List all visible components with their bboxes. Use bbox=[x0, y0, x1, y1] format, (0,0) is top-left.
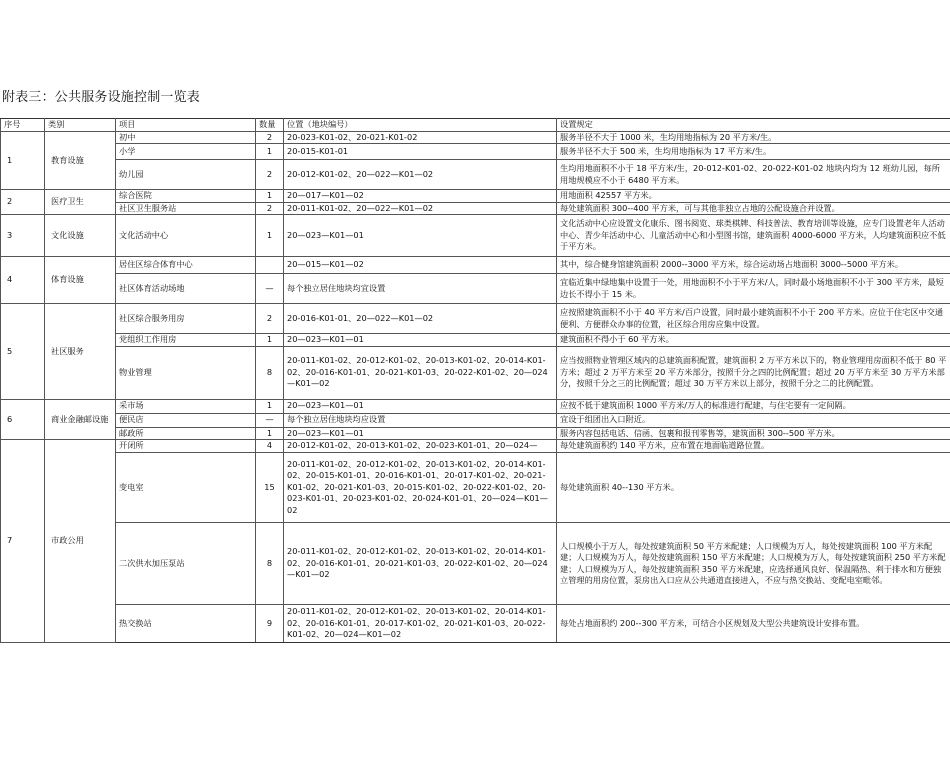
item-name: 党组织工作用房 bbox=[116, 334, 256, 347]
table-row bbox=[1, 131, 950, 144]
group-category: 医疗卫生 bbox=[45, 190, 116, 215]
item-rule: 应按照建筑面积不小于 40 平方米/百户设置，同时最小建筑面积不小于 200 平方米。应位于住宅区中交通便利、方便群众办事的位置，社区综合用房应集中设置。 bbox=[557, 304, 950, 334]
group-seq: 4 bbox=[1, 257, 45, 304]
item-location: 20—017—K01—02 bbox=[284, 190, 557, 203]
table-header-row bbox=[1, 119, 950, 132]
item-name: 小学 bbox=[116, 144, 256, 160]
group-seq: 7 bbox=[1, 440, 45, 643]
item-location: 20-011-K01-02、20-012-K01-02、20-013-K01-02、20-014-K01-02、20-016-K01-01、20-017-K01-02、20-021-K01-03、20-022-K01-02、20—024—K01—02 bbox=[284, 605, 557, 643]
item-rule: 每处建筑面积 300--400 平方米，可与其他非独立占地的公配设施合并设置。 bbox=[557, 202, 950, 215]
item-name: 幼儿园 bbox=[116, 160, 256, 190]
item-qty: — bbox=[256, 413, 284, 427]
item-name: 开闭所 bbox=[116, 440, 256, 453]
item-qty: 4 bbox=[256, 440, 284, 453]
item-qty: 2 bbox=[256, 202, 284, 215]
item-qty: 1 bbox=[256, 190, 284, 203]
table-row bbox=[1, 453, 950, 523]
item-name: 便民店 bbox=[116, 413, 256, 427]
item-qty: 2 bbox=[256, 131, 284, 144]
table-row bbox=[1, 257, 950, 274]
header-item: 项目 bbox=[116, 119, 256, 132]
item-rule: 每处占地面积约 200--300 平方米，可结合小区规划及大型公共建筑设计安排布置。 bbox=[557, 605, 950, 643]
table-row bbox=[1, 440, 950, 453]
item-location: 每个独立居住地块均宜设置 bbox=[284, 274, 557, 304]
item-rule: 服务半径不大于 500 米，生均用地指标为 17 平方米/生。 bbox=[557, 144, 950, 160]
group-seq: 2 bbox=[1, 190, 45, 215]
group-category: 教育设施 bbox=[45, 131, 116, 190]
item-location: 20-016-K01-01、20—022—K01—02 bbox=[284, 304, 557, 334]
item-rule: 用地面积 42557 平方米。 bbox=[557, 190, 950, 203]
item-rule: 服务内容包括电话、信函、包裹和报刊零售等，建筑面积 300--500 平方米。 bbox=[557, 427, 950, 440]
item-location: 20-015-K01-01 bbox=[284, 144, 557, 160]
table-row bbox=[1, 304, 950, 334]
item-qty: 2 bbox=[256, 160, 284, 190]
item-qty: 1 bbox=[256, 427, 284, 440]
item-name: 文化活动中心 bbox=[116, 215, 256, 257]
item-location: 20-012-K01-02、20—022—K01—02 bbox=[284, 160, 557, 190]
item-location: 20-011-K01-02、20-012-K01-02、20-013-K01-02、20-014-K01-02、20-015-K01-01、20-016-K01-01、20-017-K01-02、20-021-K01-02、20-021-K01-03、20-015-K01-02、20-022-K01-02、20-023-K01-01、20-023-K01-02、20-024-K01-01、20—024—K01—02 bbox=[284, 453, 557, 523]
item-rule: 服务半径不大于 1000 米，生均用地指标为 20 平方米/生。 bbox=[557, 131, 950, 144]
item-name: 初中 bbox=[116, 131, 256, 144]
header-qty: 数量 bbox=[256, 119, 284, 132]
item-rule: 人口规模小于万人，每处按建筑面积 50 平方米配建；人口规模为万人，每处按建筑面积 100 平方米配建；人口规模为万人，每处按建筑面积 150 平方米配建；人口规模为万人，每处按建筑面积 250 平方米配建；人口规模为万人，每处按建筑面积 350 平方米配建，应选择通风良好、保温隔热、利于排水和方便独立管理的用房位置，泵房出入口应从公共通道直接进入，不应与热交换站、变配电室毗邻。 bbox=[557, 523, 950, 605]
group-category: 市政公用 bbox=[45, 440, 116, 643]
item-location: 20-011-K01-02、20-012-K01-02、20-013-K01-02、20-014-K01-02、20-016-K01-01、20-021-K01-03、20-022-K01-02、20—024—K01—02 bbox=[284, 523, 557, 605]
item-name: 物业管理 bbox=[116, 346, 256, 399]
item-name: 综合医院 bbox=[116, 190, 256, 203]
item-qty: — bbox=[256, 274, 284, 304]
item-rule: 应当按照物业管理区域内的总建筑面积配置，建筑面积 2 万平方米以下的，物业管理用房面积不低于 80 平方米；超过 2 万平方米至 20 平方米部分，按照千分之四的比例配置；超过 20 万平方米至 30 万平方米部分，按照千分之三的比例配置；超过 30 万平方米以上部分，按照千分之二的比例配置。 bbox=[557, 346, 950, 399]
item-name: 热交换站 bbox=[116, 605, 256, 643]
item-name: 社区卫生服务站 bbox=[116, 202, 256, 215]
item-location: 20—023—K01—01 bbox=[284, 215, 557, 257]
item-qty: 9 bbox=[256, 605, 284, 643]
item-qty: 8 bbox=[256, 346, 284, 399]
item-rule: 应按不低于建筑面积 1000 平方米/万人的标准进行配建，与住宅要有一定间隔。 bbox=[557, 399, 950, 413]
header-location: 位置（地块编号） bbox=[284, 119, 557, 132]
item-rule: 建筑面积不得小于 60 平方米。 bbox=[557, 334, 950, 347]
table-row bbox=[1, 274, 950, 304]
item-location: 20—023—K01—01 bbox=[284, 427, 557, 440]
group-category: 商业金融邮设施 bbox=[45, 399, 116, 440]
table-row bbox=[1, 605, 950, 643]
table-row bbox=[1, 160, 950, 190]
item-rule: 每处建筑面积约 140 平方米，应布置在地面临道路位置。 bbox=[557, 440, 950, 453]
item-location: 每个独立居住地块均应设置 bbox=[284, 413, 557, 427]
item-location: 20-011-K01-02、20—022—K01—02 bbox=[284, 202, 557, 215]
item-name: 采市场 bbox=[116, 399, 256, 413]
table-row bbox=[1, 427, 950, 440]
item-location: 20-023-K01-02、20-021-K01-02 bbox=[284, 131, 557, 144]
item-qty bbox=[256, 257, 284, 274]
header-seq: 序号 bbox=[1, 119, 45, 132]
item-rule: 宜临近集中绿地集中设置于一处，用地面积不小于平方米/人，同时最小场地面积不小于 300 平方米，最短边长不得小于 15 米。 bbox=[557, 274, 950, 304]
item-qty: 2 bbox=[256, 304, 284, 334]
item-name: 邮政所 bbox=[116, 427, 256, 440]
table-row bbox=[1, 346, 950, 399]
item-qty: 1 bbox=[256, 399, 284, 413]
table-row bbox=[1, 399, 950, 413]
group-seq: 5 bbox=[1, 304, 45, 400]
item-qty: 1 bbox=[256, 144, 284, 160]
item-name: 居住区综合体育中心 bbox=[116, 257, 256, 274]
group-seq: 6 bbox=[1, 399, 45, 440]
table-row bbox=[1, 190, 950, 203]
group-seq: 3 bbox=[1, 215, 45, 257]
header-rule: 设置规定 bbox=[557, 119, 950, 132]
item-rule: 其中，综合健身馆建筑面积 2000--3000 平方米，综合运动场占地面积 3000--5000 平方米。 bbox=[557, 257, 950, 274]
item-location: 20—015—K01—02 bbox=[284, 257, 557, 274]
group-category: 文化设施 bbox=[45, 215, 116, 257]
item-location: 20-012-K01-02、20-013-K01-02、20-023-K01-01、20—024— bbox=[284, 440, 557, 453]
header-category: 类别 bbox=[45, 119, 116, 132]
item-name: 社区体育活动场地 bbox=[116, 274, 256, 304]
group-category: 社区服务 bbox=[45, 304, 116, 400]
item-location: 20-011-K01-02、20-012-K01-02、20-013-K01-02、20-014-K01-02、20-016-K01-01、20-021-K01-03、20-022-K01-02、20—024—K01—02 bbox=[284, 346, 557, 399]
group-seq: 1 bbox=[1, 131, 45, 190]
item-rule: 宜设于组团出入口附近。 bbox=[557, 413, 950, 427]
table-row bbox=[1, 413, 950, 427]
item-location: 20—023—K01—01 bbox=[284, 399, 557, 413]
item-rule: 生均用地面积不小于 18 平方米/生，20-012-K01-02、20-022-K01-02 地块内均为 12 班幼儿园，每所用地规模应不小于 6480 平方米。 bbox=[557, 160, 950, 190]
page-title: 附表三：公共服务设施控制一览表 bbox=[2, 90, 201, 105]
item-name: 二次供水加压泵站 bbox=[116, 523, 256, 605]
table-row bbox=[1, 202, 950, 215]
table-row bbox=[1, 334, 950, 347]
item-name: 变电室 bbox=[116, 453, 256, 523]
item-location: 20—023—K01—01 bbox=[284, 334, 557, 347]
table-row bbox=[1, 144, 950, 160]
item-qty: 8 bbox=[256, 523, 284, 605]
facilities-table bbox=[0, 118, 950, 643]
table-row bbox=[1, 215, 950, 257]
item-name: 社区综合服务用房 bbox=[116, 304, 256, 334]
item-rule: 每处建筑面积 40--130 平方米。 bbox=[557, 453, 950, 523]
item-qty: 1 bbox=[256, 215, 284, 257]
item-qty: 15 bbox=[256, 453, 284, 523]
item-qty: 1 bbox=[256, 334, 284, 347]
item-rule: 文化活动中心应设置文化康乐、图书阅览、球类棋牌、科技普法、教育培训等设施，应专门设置老年人活动中心、青少年活动中心、儿童活动中心和小型图书馆，建筑面积 4000-6000 平方米，人均建筑面积应不低于平方米。 bbox=[557, 215, 950, 257]
group-category: 体育设施 bbox=[45, 257, 116, 304]
table-row bbox=[1, 523, 950, 605]
